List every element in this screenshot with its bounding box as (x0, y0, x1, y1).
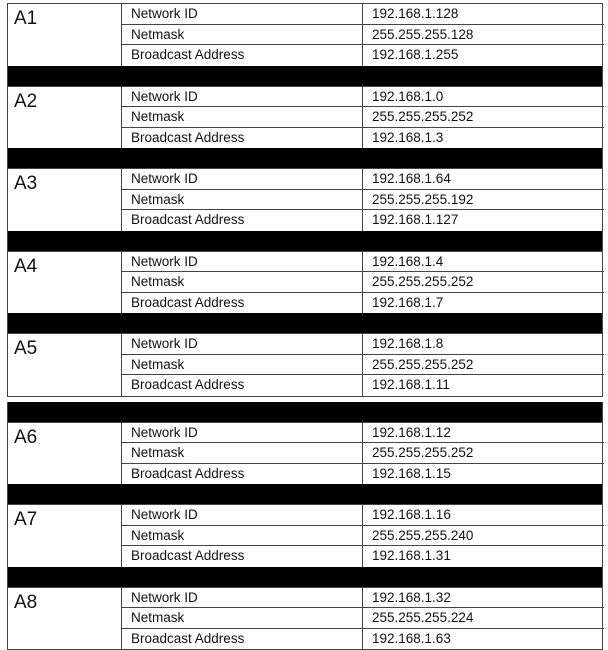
subnet-block (7, 333, 603, 397)
subnet-block (7, 86, 603, 149)
field-value: 255.255.255.240 (362, 526, 604, 547)
subnet-block (7, 587, 603, 650)
field-label: Broadcast Address (121, 375, 362, 396)
field-label: Netmask (121, 107, 362, 128)
subnet-id-label: A1 (8, 4, 121, 66)
subnet-id-label: A5 (8, 334, 121, 396)
separator-bar (7, 66, 603, 86)
field-label: Broadcast Address (121, 128, 362, 149)
field-label: Broadcast Address (121, 629, 362, 650)
field-label: Network ID (121, 334, 362, 355)
field-value: 192.168.1.8 (362, 334, 604, 355)
field-value: 192.168.1.12 (362, 423, 604, 444)
field-value: 192.168.1.3 (362, 128, 604, 149)
field-label: Network ID (121, 423, 362, 444)
separator-bar (7, 402, 603, 422)
field-label: Netmask (121, 355, 362, 376)
subnet-id-label: A2 (8, 87, 121, 149)
field-label: Netmask (121, 608, 362, 629)
field-label: Network ID (121, 87, 362, 108)
field-value: 192.168.1.4 (362, 252, 604, 273)
subnet-id-label: A4 (8, 252, 121, 314)
field-value: 192.168.1.32 (362, 588, 604, 609)
field-value: 192.168.1.128 (362, 4, 604, 25)
field-label: Netmask (121, 190, 362, 211)
subnet-id-label: A7 (8, 505, 121, 567)
separator-bar (7, 567, 603, 587)
subnet-id-label: A3 (8, 169, 121, 231)
subnet-block (7, 504, 603, 567)
field-value: 255.255.255.252 (362, 355, 604, 376)
field-value: 255.255.255.224 (362, 608, 604, 629)
field-value: 192.168.1.64 (362, 169, 604, 190)
subnet-table (7, 3, 603, 650)
field-value: 255.255.255.252 (362, 443, 604, 464)
field-label: Broadcast Address (121, 546, 362, 567)
separator-bar (7, 313, 603, 333)
field-label: Netmask (121, 25, 362, 46)
field-value: 192.168.1.31 (362, 546, 604, 567)
field-label: Netmask (121, 443, 362, 464)
subnet-block (7, 251, 603, 314)
subnet-id-label: A6 (8, 423, 121, 485)
field-label: Network ID (121, 4, 362, 25)
field-value: 255.255.255.192 (362, 190, 604, 211)
field-value: 192.168.1.127 (362, 210, 604, 231)
field-value: 192.168.1.7 (362, 293, 604, 314)
field-label: Broadcast Address (121, 293, 362, 314)
field-label: Network ID (121, 252, 362, 273)
separator-bar (7, 231, 603, 251)
field-value: 255.255.255.128 (362, 25, 604, 46)
subnet-block (7, 168, 603, 231)
field-label: Broadcast Address (121, 210, 362, 231)
field-label: Network ID (121, 505, 362, 526)
field-label: Network ID (121, 588, 362, 609)
field-label: Broadcast Address (121, 45, 362, 66)
separator-bar (7, 148, 603, 168)
field-label: Network ID (121, 169, 362, 190)
subnet-block (7, 3, 603, 66)
field-value: 192.168.1.11 (362, 375, 604, 396)
field-value: 192.168.1.255 (362, 45, 604, 66)
field-value: 255.255.255.252 (362, 272, 604, 293)
field-value: 192.168.1.63 (362, 629, 604, 650)
field-label: Netmask (121, 526, 362, 547)
field-value: 192.168.1.15 (362, 464, 604, 485)
field-value: 255.255.255.252 (362, 107, 604, 128)
separator-bar (7, 484, 603, 504)
subnet-id-label: A8 (8, 588, 121, 650)
field-label: Netmask (121, 272, 362, 293)
subnet-block (7, 422, 603, 485)
field-label: Broadcast Address (121, 464, 362, 485)
field-value: 192.168.1.0 (362, 87, 604, 108)
field-value: 192.168.1.16 (362, 505, 604, 526)
